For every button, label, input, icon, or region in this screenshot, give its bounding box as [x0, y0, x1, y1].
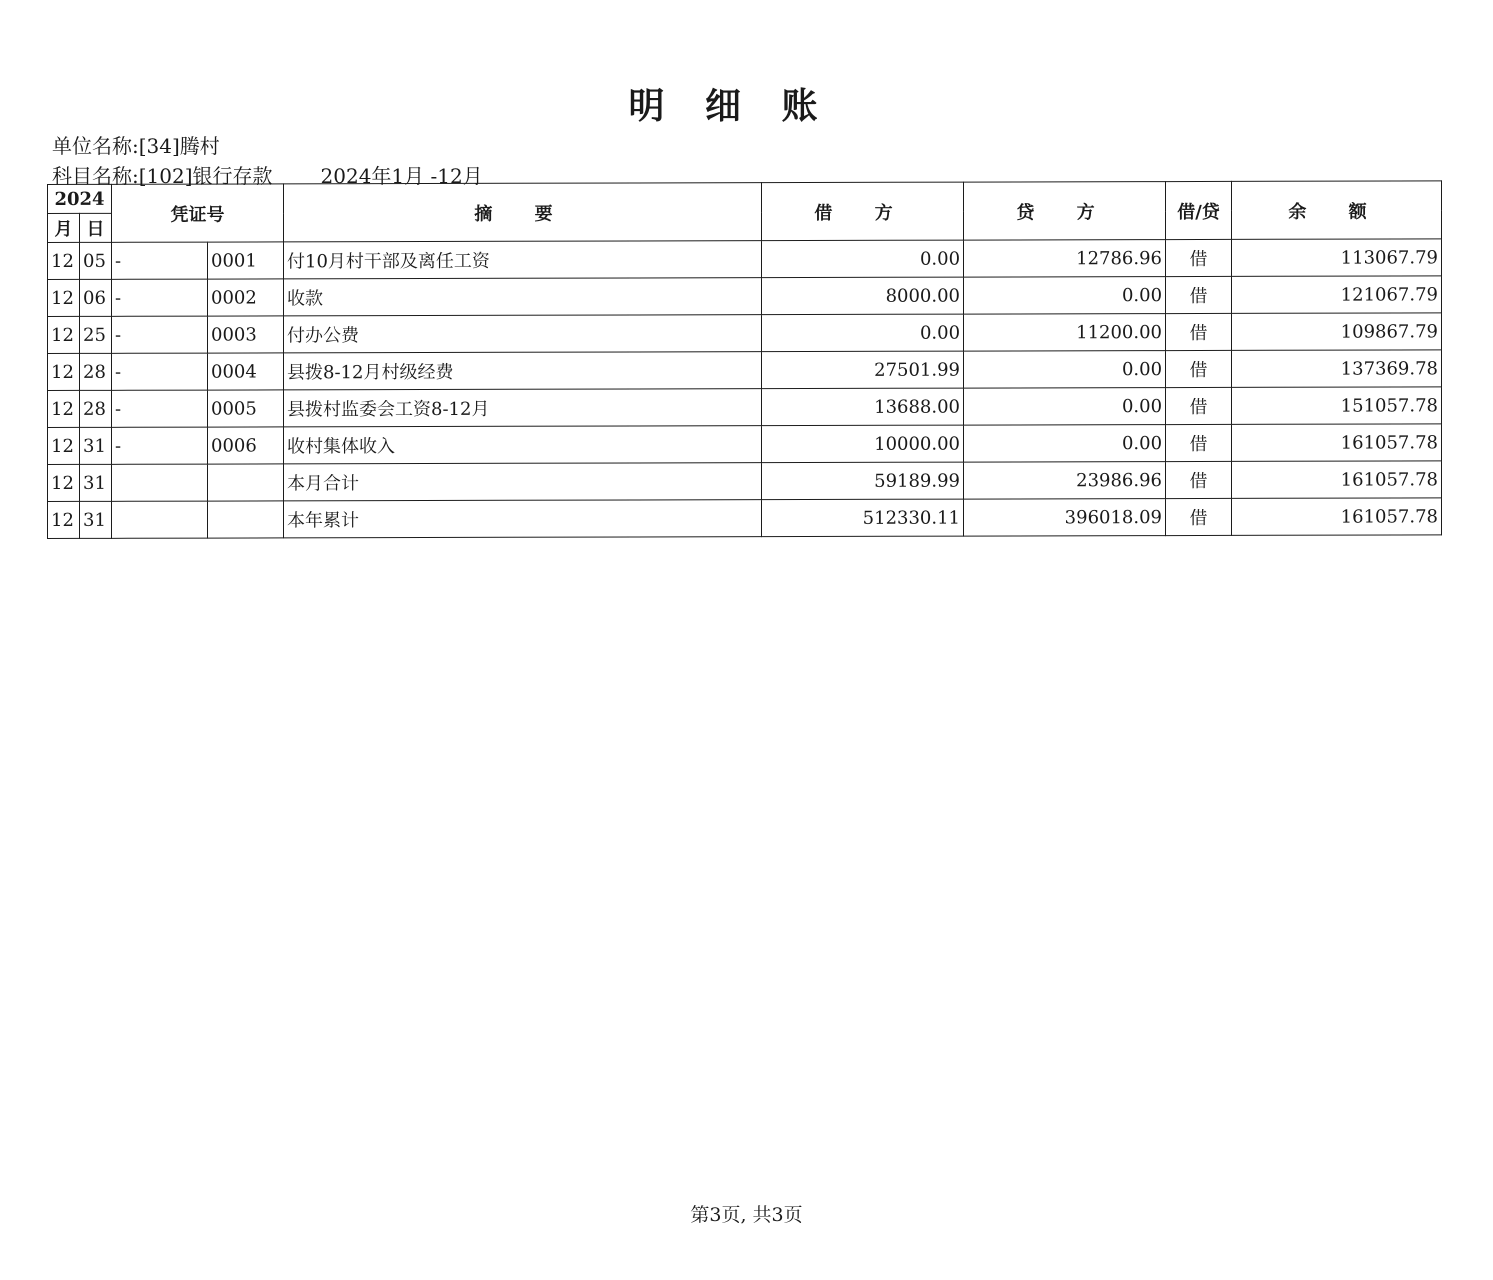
- subject-name-value: [102]银行存款: [138, 164, 273, 188]
- table-row: [48, 387, 1442, 428]
- cell-balance: 109867.79: [1232, 313, 1442, 351]
- cell-summary: 县拨8-12月村级经费: [284, 352, 762, 390]
- cell-balance: 113067.79: [1232, 239, 1442, 277]
- cell-voucher-type: -: [112, 353, 208, 390]
- unit-name-line: [52, 130, 220, 159]
- cell-voucher-number: [208, 464, 284, 501]
- cell-summary: 收村集体收入: [284, 426, 762, 464]
- cell-debit: 10000.00: [762, 425, 964, 463]
- ledger-title: 明 细 账: [628, 85, 832, 127]
- unit-name-label: 单位名称:: [52, 134, 139, 158]
- cell-month: 12: [48, 390, 80, 427]
- cell-balance: 161057.78: [1232, 461, 1442, 499]
- cell-summary: 本年累计: [284, 500, 762, 538]
- table-row: [48, 424, 1442, 465]
- header-credit: 贷 方: [964, 182, 1166, 241]
- cell-direction: 借: [1166, 461, 1232, 498]
- cell-credit: 0.00: [964, 351, 1166, 389]
- table-row: [48, 313, 1442, 354]
- cell-debit: 0.00: [762, 240, 964, 278]
- header-day: 日: [80, 213, 112, 242]
- cell-direction: 借: [1166, 239, 1232, 276]
- cell-day: 25: [80, 316, 112, 353]
- cell-day: 28: [80, 353, 112, 390]
- table-row: [48, 498, 1442, 539]
- cell-month: 12: [48, 427, 80, 464]
- cell-credit: 11200.00: [964, 314, 1166, 352]
- cell-voucher-type: -: [112, 279, 208, 316]
- cell-balance: 121067.79: [1232, 276, 1442, 314]
- cell-debit: 27501.99: [762, 351, 964, 389]
- header-month: 月: [48, 213, 80, 242]
- cell-direction: 借: [1166, 350, 1232, 387]
- table-row: [48, 461, 1442, 502]
- cell-day: 31: [80, 501, 112, 538]
- cell-voucher-type: -: [112, 390, 208, 427]
- cell-voucher-type: -: [112, 427, 208, 464]
- cell-summary: 县拨村监委会工资8-12月: [284, 389, 762, 427]
- cell-month: 12: [48, 242, 80, 279]
- table-row: [48, 350, 1442, 391]
- cell-balance: 137369.78: [1232, 350, 1442, 388]
- cell-voucher-type: -: [112, 242, 208, 279]
- cell-voucher-type: [112, 464, 208, 501]
- cell-credit: 0.00: [964, 425, 1166, 463]
- cell-direction: 借: [1166, 498, 1232, 535]
- header-debit: 借 方: [762, 182, 964, 241]
- header-balance: 余 额: [1232, 181, 1442, 240]
- cell-credit: 12786.96: [964, 240, 1166, 278]
- cell-day: 28: [80, 390, 112, 427]
- cell-direction: 借: [1166, 313, 1232, 350]
- cell-voucher-number: 0006: [208, 427, 284, 464]
- cell-voucher-type: [112, 501, 208, 538]
- subject-name-label: 科目名称:: [52, 164, 139, 188]
- cell-voucher-number: 0001: [208, 242, 284, 279]
- cell-credit: 396018.09: [964, 499, 1166, 537]
- cell-credit: 0.00: [964, 277, 1166, 315]
- cell-direction: 借: [1166, 424, 1232, 461]
- cell-credit: 0.00: [964, 388, 1166, 426]
- cell-voucher-type: -: [112, 316, 208, 353]
- cell-day: 06: [80, 279, 112, 316]
- cell-month: 12: [48, 316, 80, 353]
- cell-voucher-number: 0003: [208, 316, 284, 353]
- period: 2024年1月 -12月: [320, 164, 483, 188]
- cell-month: 12: [48, 501, 80, 538]
- cell-summary: 本月合计: [284, 463, 762, 501]
- cell-day: 05: [80, 242, 112, 279]
- cell-month: 12: [48, 353, 80, 390]
- page-footer: 第3页, 共3页: [690, 1204, 803, 1226]
- cell-debit: 13688.00: [762, 388, 964, 426]
- cell-summary: 收款: [284, 278, 762, 316]
- table-row: [48, 276, 1442, 317]
- cell-credit: 23986.96: [964, 462, 1166, 500]
- cell-summary: 付10月村干部及离任工资: [284, 241, 762, 279]
- header-summary: 摘 要: [284, 183, 762, 242]
- cell-debit: 8000.00: [762, 277, 964, 315]
- header-year: 2024: [48, 184, 112, 213]
- cell-voucher-number: [208, 501, 284, 538]
- unit-name-value: [34]腾村: [138, 134, 220, 158]
- cell-debit: 59189.99: [762, 462, 964, 500]
- cell-day: 31: [80, 427, 112, 464]
- cell-balance: 151057.78: [1232, 387, 1442, 425]
- cell-voucher-number: 0005: [208, 390, 284, 427]
- header-voucher: 凭证号: [112, 184, 284, 242]
- cell-month: 12: [48, 279, 80, 316]
- cell-direction: 借: [1166, 276, 1232, 313]
- ledger-table: [47, 180, 1442, 539]
- cell-balance: 161057.78: [1232, 424, 1442, 462]
- cell-voucher-number: 0002: [208, 279, 284, 316]
- cell-day: 31: [80, 464, 112, 501]
- cell-direction: 借: [1166, 387, 1232, 424]
- cell-debit: 512330.11: [762, 499, 964, 537]
- cell-voucher-number: 0004: [208, 353, 284, 390]
- cell-month: 12: [48, 464, 80, 501]
- ledger-body: [48, 239, 1442, 539]
- header-direction: 借/贷: [1166, 181, 1232, 239]
- table-row: [48, 239, 1442, 280]
- cell-summary: 付办公费: [284, 315, 762, 353]
- cell-balance: 161057.78: [1232, 498, 1442, 536]
- cell-debit: 0.00: [762, 314, 964, 352]
